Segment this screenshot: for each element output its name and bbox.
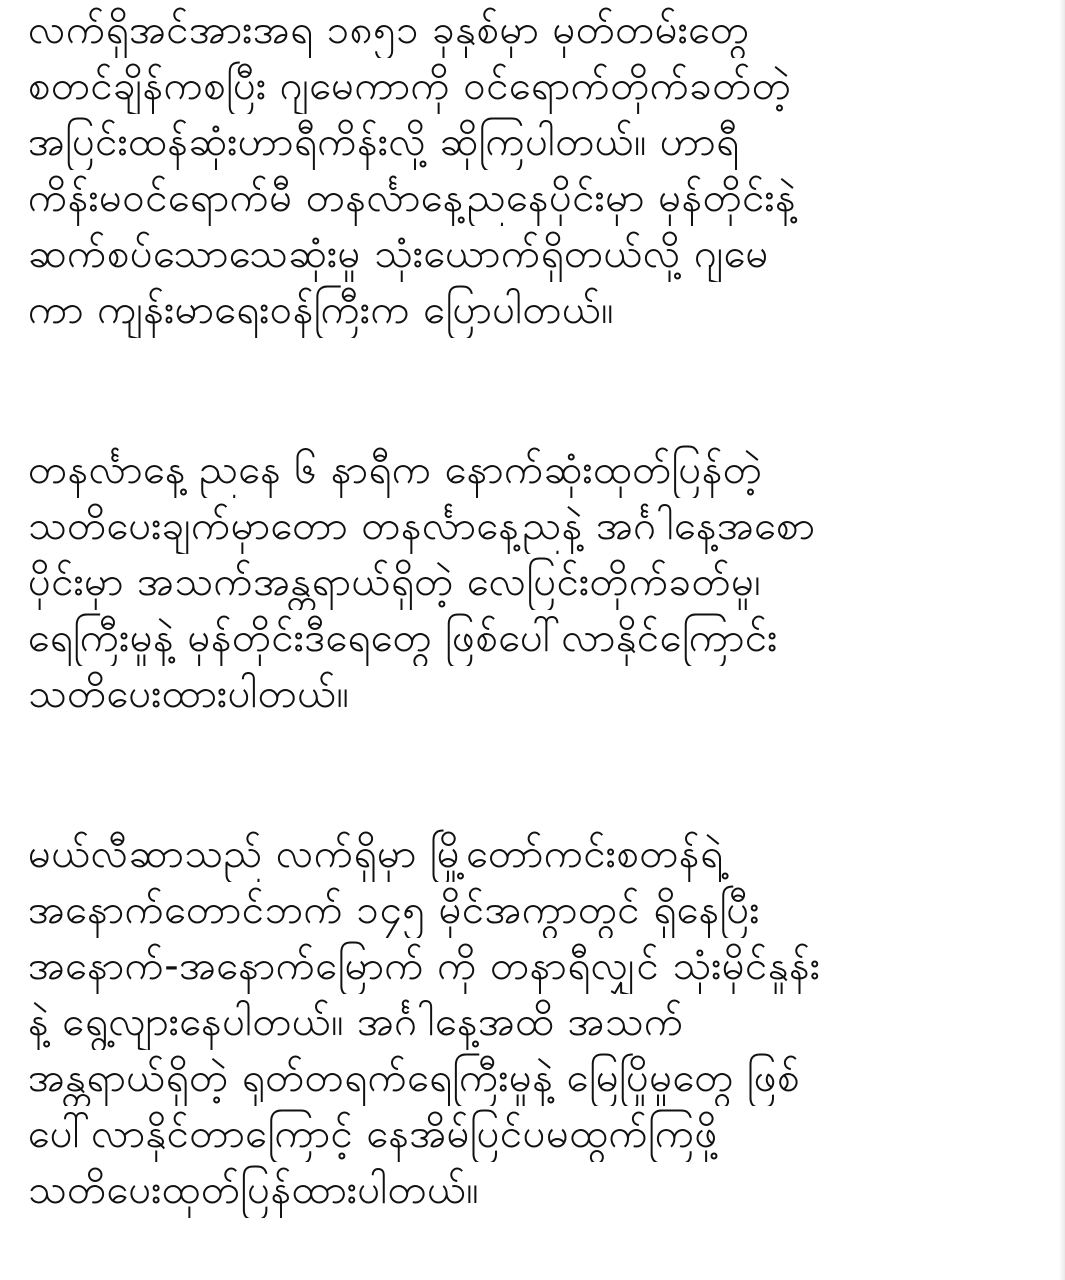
text-line: အနောက်တောင်ဘက် ၁၄၅ မိုင်အကွာတွင် ရှိနေပြီး <box>28 887 760 933</box>
text-line: ကိန်းမဝင်ရောက်မီ တနင်္လာနေ့ညနေပိုင်းမှာ မုန်တိုင်းနဲ့ <box>28 175 797 221</box>
text-line: အန္တရာယ်ရှိတဲ့ ရုတ်တရက်ရေကြီးမှုနဲ့ မြေပြိုမှုတွေ ဖြစ် <box>28 1055 801 1101</box>
text-line: မယ်လီဆာသည် လက်ရှိမှာ မြို့တော်ကင်းစတန်ရဲ့ <box>28 831 724 877</box>
text-line: အပြင်းထန်ဆုံးဟာရီကိန်းလို့ ဆိုကြပါတယ်။ ဟာရီ <box>28 119 740 165</box>
text-line: နဲ့ ရွေ့လျားနေပါတယ်။ အင်္ဂါနေ့အထိ အသက် <box>28 999 684 1045</box>
text-line: သတိပေးထုတ်ပြန်ထားပါတယ်။ <box>28 1167 480 1213</box>
text-line: ပေါ်လာနိုင်တာကြောင့် နေအိမ်ပြင်ပမထွက်ကြဖို့ <box>28 1111 718 1157</box>
text-line: စတင်ချိန်ကစပြီး ဂျမေကာကို ဝင်ရောက်တိုက်ခတ်တဲ့ <box>28 63 792 109</box>
paragraph-3 <box>28 826 1038 1218</box>
paragraph-2 <box>28 442 1038 722</box>
text-line: ကာ ကျန်းမာရေးဝန်ကြီးက ပြောပါတယ်။ <box>28 287 614 333</box>
text-line: ရေကြီးမှုနဲ့ မုန်တိုင်းဒီရေတွေ ဖြစ်ပေါ်လာနိုင်ကြောင်း <box>28 615 778 661</box>
text-line: တနင်္လာနေ့ ညနေ ၆ နာရီက နောက်ဆုံးထုတ်ပြန်တဲ့ <box>28 447 763 493</box>
paragraph-1 <box>28 2 1038 338</box>
text-line: သတိပေးထားပါတယ်။ <box>28 671 350 717</box>
page-edge-divider <box>1059 0 1065 1280</box>
text-line: အနောက်-အနောက်မြောက် ကို တနာရီလျှင် သုံးမိုင်နှုန်း <box>28 943 821 989</box>
text-line: ပိုင်းမှာ အသက်အန္တရာယ်ရှိတဲ့ လေပြင်းတိုက်ခတ်မှု၊ <box>28 559 762 605</box>
text-line: ဆက်စပ်သောသေဆုံးမှု သုံးယောက်ရှိတယ်လို့ ဂျမေ <box>28 231 769 277</box>
text-line: လက်ရှိအင်အားအရ ၁၈၅၁ ခုနှစ်မှာ မှတ်တမ်းတွေ <box>28 7 750 53</box>
text-line: သတိပေးချက်မှာတော တနင်္လာနေ့ညနဲ့ အင်္ဂါနေ့အစော <box>28 503 816 549</box>
